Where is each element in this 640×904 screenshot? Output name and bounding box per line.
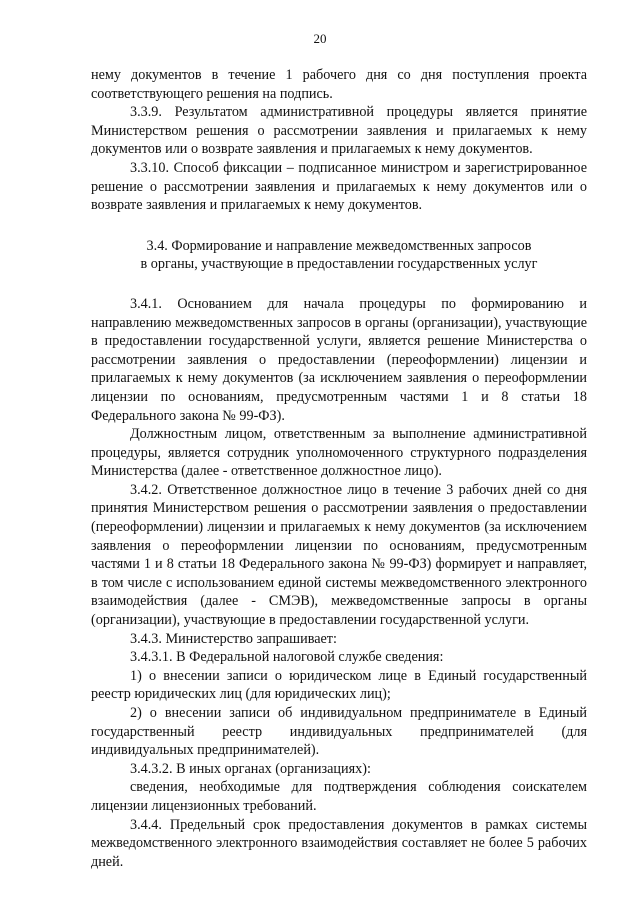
section-heading: [91, 237, 587, 274]
section-heading-line1: 3.4. Формирование и направление межведомственных запросов: [146, 237, 532, 254]
list-item-2: 2) о внесении записи об индивидуальном предпринимателе в Единый государственный реестр индивидуальных предпринимателей (для индивидуальных предпринимателей).: [91, 705, 587, 759]
paragraph-3-3-9: 3.3.9. Результатом административной процедуры является принятие Министерством решения о рассмотрении заявления и прилагаемых к нему документов или о возврате заявления и прилагаемых к нему документов.: [91, 104, 587, 158]
paragraph-continuation: нему документов в течение 1 рабочего дня со дня поступления проекта соответствующего решения на подпись.: [91, 67, 587, 102]
paragraph-3-3-10: 3.3.10. Способ фиксации – подписанное министром и зарегистрированное решение о рассмотрении заявления и прилагаемых к нему документов или о возврате заявления и прилагаемых к нему документов.: [91, 159, 587, 214]
paragraph-3-4-4: 3.4.4. Предельный срок предоставления документов в рамках системы межведомственного электронного взаимодействия составляет не более 5 рабочих дней.: [91, 816, 587, 870]
paragraph-required-info: сведения, необходимые для подтверждения соблюдения соискателем лицензии лицензионных требований.: [91, 779, 587, 814]
list-item-1: 1) о внесении записи о юридическом лице в Единый государственный реестр юридических лиц (для юридических лиц);: [91, 667, 587, 703]
paragraph-3-4-1: 3.4.1. Основанием для начала процедуры по формированию и направлению межведомственных запросов в органы (организации), участвующие в предоставлении государственной услуги, является решение Министерства о рассмотрении заявления о предоставлении (переоформлении) лицензии и прилагаемых к нему документов (за исключением заявления о переоформлении лицензии по основаниям, предусмотренным частями 1 и 8 статьи 18 Федерального закона № 99-ФЗ).: [91, 295, 587, 424]
section-heading-line2: в органы, участвующие в предоставлении государственных услуг: [140, 256, 538, 273]
paragraph-3-4-3-2: 3.4.3.2. В иных органах (организациях):: [130, 760, 371, 777]
paragraph-3-4-3: 3.4.3. Министерство запрашивает:: [130, 630, 337, 647]
paragraph-responsible-official: Должностным лицом, ответственным за выполнение административной процедуры, является сотрудник уполномоченного структурного подразделения Министерства (далее - ответственное должностное лицо).: [91, 426, 587, 480]
paragraph-3-4-3-1: 3.4.3.1. В Федеральной налоговой службе сведения:: [130, 649, 444, 666]
paragraph-3-4-2: 3.4.2. Ответственное должностное лицо в течение 3 рабочих дней со дня принятия Министерством решения о рассмотрении заявления о предоставлении (переоформлении) лицензии и прилагаемых к нему документов (за исключением заявления о переоформлении лицензии по основаниям, предусмотренным частями 1 и 8 статьи 18 Федерального закона № 99-ФЗ) формирует и направляет, в том числе с использованием единой системы межведомственного электронного взаимодействия (далее - СМЭВ), межведомственные запросы в органы (организации), участвующие в предоставлении государственной услуги.: [91, 481, 587, 629]
page-number: 20: [313, 31, 327, 46]
page-content: [91, 66, 587, 871]
